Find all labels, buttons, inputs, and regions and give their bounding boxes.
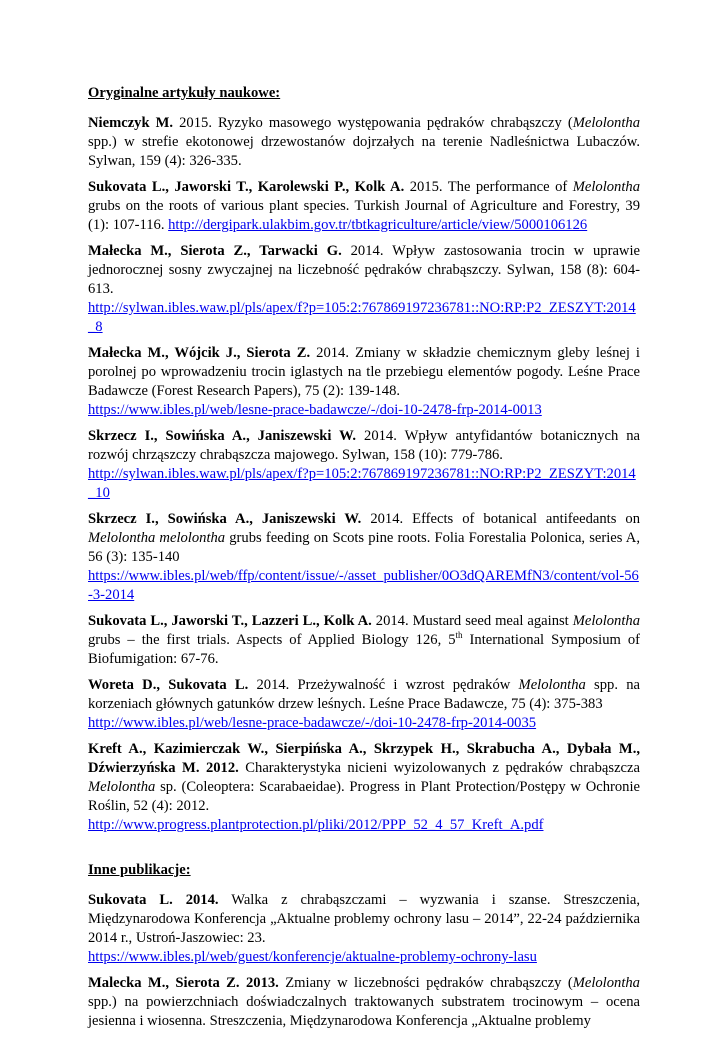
reference-item <box>88 344 640 420</box>
reference-text: Charakterystyka nicieni wyizolowanych z pędraków chrabąszcza <box>238 760 640 776</box>
reference-item <box>88 740 640 835</box>
reference-item <box>88 510 640 605</box>
reference-authors: Sukovata L., Jaworski T., Lazzeri L., Kolk A. <box>88 613 372 629</box>
reference-authors: Malecka M., Sierota Z. 2013. <box>88 975 279 991</box>
reference-item <box>88 974 640 1031</box>
reference-item <box>88 676 640 733</box>
reference-text: 2014. Zmiany w składzie chemicznym gleby leśnej i porolnej po wprowadzeniu trocin iglastych na tle przebiegu elementów pogody. Leśne Prace Badawcze (Forest Research Papers), 75 (2): 139-148. <box>88 345 640 399</box>
species-name: Melolontha <box>572 613 640 629</box>
reference-authors: Małecka M., Wójcik J., Sierota Z. <box>88 345 311 361</box>
reference-authors: Sukovata L. 2014. <box>88 892 219 908</box>
reference-text: 2014. Effects of botanical antifeedants on <box>361 511 640 527</box>
reference-authors: Sukovata L., Jaworski T., Karolewski P., Kolk A. <box>88 179 405 195</box>
reference-authors: Małecka M., Sierota Z., Tarwacki G. <box>88 243 342 259</box>
reference-text: Zmiany w liczebności pędraków chrabąszczy ( <box>278 975 573 991</box>
species-name: Melolontha melolontha <box>88 530 226 546</box>
reference-item <box>88 114 640 171</box>
reference-authors: Niemczyk M. <box>88 115 174 131</box>
reference-text: 2014. Mustard seed meal against <box>371 613 573 629</box>
reference-authors: Skrzecz I., Sowińska A., Janiszewski W. <box>88 511 362 527</box>
section-heading-original-articles: Oryginalne artykuły naukowe: <box>88 85 281 101</box>
reference-text: sp. (Coleoptera: Scarabaeidae). Progress in Plant Protection/Postępy w Ochronie Roślin, 52 (4): 2012. <box>88 779 640 814</box>
reference-link[interactable]: https://www.ibles.pl/web/ffp/content/issue/-/asset_publisher/0O3dQAREMfN3/content/vol-56-3-2014 <box>88 568 639 603</box>
species-name: Melolontha <box>572 115 640 131</box>
species-name: Melolontha <box>572 179 640 195</box>
superscript: th <box>455 630 463 641</box>
reference-authors: Skrzecz I., Sowińska A., Janiszewski W. <box>88 428 357 444</box>
reference-link[interactable]: http://dergipark.ulakbim.gov.tr/tbtkagriculture/article/view/5000106126 <box>168 217 588 233</box>
species-name: Melolontha <box>518 677 586 693</box>
reference-text: 2015. Ryzyko masowego występowania pędraków chrabąszczy ( <box>173 115 573 131</box>
species-name: Melolontha <box>572 975 640 991</box>
section-heading-other-publications: Inne publikacje: <box>88 862 191 878</box>
reference-link[interactable]: http://sylwan.ibles.waw.pl/pls/apex/f?p=105:2:767869197236781::NO:RP:P2_ZESZYT:2014_8 <box>88 300 636 335</box>
reference-text: spp. na korzeniach głównych gatunków drzew leśnych. Leśne Prace Badawcze, 75 (4): 375-383 <box>88 677 640 712</box>
reference-text: International Symposium of Biofumigation: 67-76. <box>88 632 641 667</box>
reference-link[interactable]: http://www.progress.plantprotection.pl/pliki/2012/PPP_52_4_57_Kreft_A.pdf <box>88 817 544 833</box>
reference-link[interactable]: https://www.ibles.pl/web/lesne-prace-badawcze/-/doi-10-2478-frp-2014-0013 <box>88 402 542 418</box>
reference-text: 2014. Wpływ zastosowania trocin w uprawie jednorocznej sosny zwyczajnej na liczebność pędraków chrabąszczy. Sylwan, 158 (8): 604-613. <box>88 243 640 297</box>
reference-text: 2014. Wpływ antyfidantów botanicznych na rozwój chrząszczy chrabąszcza majowego. Sylwan, 158 (10): 779-786. <box>88 428 640 463</box>
reference-item <box>88 178 640 235</box>
reference-text: 2015. The performance of <box>404 179 573 195</box>
reference-text: 2014. Przeżywalność i wzrost pędraków <box>248 677 519 693</box>
species-name: Melolontha <box>88 779 156 795</box>
reference-item <box>88 427 640 503</box>
reference-link[interactable]: http://www.ibles.pl/web/lesne-prace-badawcze/-/doi-10-2478-frp-2014-0035 <box>88 715 537 731</box>
reference-text: Walka z chrabąszczami – wyzwania i szanse. Streszczenia, Międzynarodowa Konferencja „Aktualne problemy ochrony lasu – 2014”, 22-24 października 2014 r., Ustroń-Jaszowiec: 23. <box>88 892 640 946</box>
reference-link[interactable]: https://www.ibles.pl/web/guest/konferencje/aktualne-problemy-ochrony-lasu <box>88 949 537 965</box>
reference-text: spp.) w strefie ekotonowej drzewostanów dojrzałych na terenie Nadleśnictwa Lubaczów. Sylwan, 159 (4): 326-335. <box>88 134 640 169</box>
reference-item <box>88 242 640 337</box>
document-page <box>88 84 640 1038</box>
reference-item <box>88 612 640 669</box>
reference-text: grubs on the roots of various plant species. Turkish Journal of Agriculture and Forestry, 39 (1): 107-116. <box>88 198 640 233</box>
reference-link[interactable]: http://sylwan.ibles.waw.pl/pls/apex/f?p=105:2:767869197236781::NO:RP:P2_ZESZYT:2014_10 <box>88 466 636 501</box>
reference-text: spp.) na powierzchniach doświadczalnych traktowanych substratem trocinowym – ocena jesienna i wiosenna. Streszczenia, Międzynarodowa Konferencja „Aktualne problemy <box>88 994 640 1029</box>
reference-text: grubs feeding on Scots pine roots. Folia Forestalia Polonica, series A, 56 (3): 135-140 <box>88 530 640 565</box>
reference-item <box>88 891 640 967</box>
reference-text: grubs – the first trials. Aspects of Applied Biology 126, 5 <box>88 632 456 648</box>
reference-authors: Woreta D., Sukovata L. <box>88 677 249 693</box>
reference-authors: Kreft A., Kazimierczak W., Sierpińska A., Skrzypek H., Skrabucha A., Dybała M., Dźwierzyńska M. 2012. <box>88 741 640 776</box>
